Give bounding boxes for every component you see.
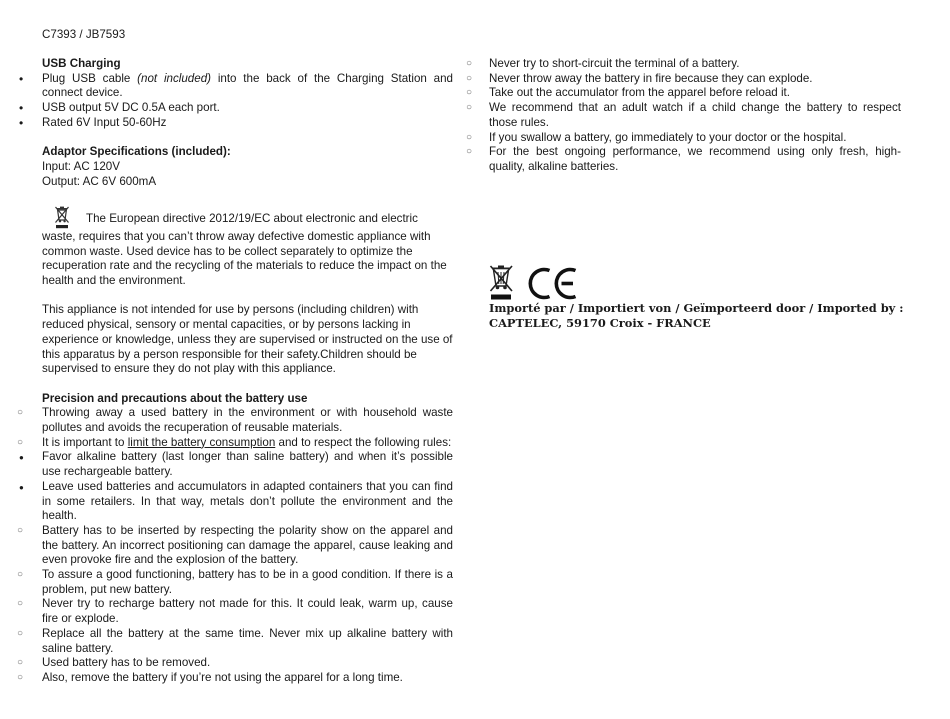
list-item: • Plug USB cable (not included) into the back of the Charging Station and connect device. bbox=[19, 71, 454, 100]
list-item: ○ Take out the accumulator from the apparel before reload it. bbox=[466, 86, 790, 100]
ce-mark-icon bbox=[530, 270, 575, 298]
weee-bin-icon bbox=[52, 204, 72, 230]
list-item: ○ If you swallow a battery, go immediately to your doctor or the hospital. bbox=[466, 130, 847, 144]
usb-charging-heading: USB Charging bbox=[42, 56, 121, 70]
usb-charging-list bbox=[19, 71, 454, 131]
list-item: ○ Never try to short-circuit the terminal of a battery. bbox=[466, 57, 740, 70]
list-item: ○ We recommend that an adult watch if a child change the battery to respect those rules. bbox=[466, 101, 901, 129]
list-item: ○ Battery has to be inserted by respecting the polarity show on the apparel and the battery. An incorrect positioning can damage the apparel, cause leaking and even provoke fire and the explosion of the battery. bbox=[17, 523, 453, 567]
appliance-warning-paragraph: This appliance is not intended for use by persons (including children) with reduced physical, sensory or mental capacities, or by persons lacking in experience or knowledge, unless they are supervised or instructed on the use of this apparatus by a person responsible for their safety.Children should be supervised to ensure they do not play with this appliance. bbox=[42, 303, 453, 376]
bullet-circle: ○ bbox=[466, 58, 473, 69]
bullet-circle: ○ bbox=[17, 671, 24, 683]
list-item: ○ Throwing away a used battery in the environment or with household waste pollutes and avoids the recuperation of reusable materials. bbox=[17, 406, 453, 434]
right-column bbox=[466, 0, 901, 175]
list-item: ○ Never try to recharge battery not made for this. It could leak, warm up, cause fire or explode. bbox=[17, 597, 453, 626]
bullet-circle: ○ bbox=[466, 87, 473, 99]
list-item: ○ It is important to limit the battery consumption and to respect the following rules: bbox=[17, 435, 452, 449]
adaptor-specs-heading: Adaptor Specifications (included): bbox=[42, 145, 231, 159]
bullet-circle: ○ bbox=[17, 407, 24, 419]
list-item: ○ Replace all the battery at the same time. Never mix up alkaline battery with saline battery. bbox=[17, 626, 453, 655]
model-number: C7393 / JB7593 bbox=[42, 27, 126, 41]
importer-line: Importé par / Importiert von / Geïmporteerd door / Imported by : bbox=[489, 301, 904, 315]
list-item: ○ Also, remove the battery if you’re not using the apparel for a long time. bbox=[17, 670, 403, 684]
bullet-circle: ○ bbox=[17, 627, 24, 639]
list-item: ● Leave used batteries and accumulators in adapted containers that you can find in some retailers. In that way, metals don’t pollute the environment and the health. bbox=[19, 479, 453, 523]
bullet-circle: ○ bbox=[466, 72, 473, 84]
bullet-dot: • bbox=[19, 101, 24, 115]
bullet-circle: ○ bbox=[466, 102, 473, 114]
bullet-circle: ○ bbox=[17, 569, 24, 581]
list-item: ○ Never throw away the battery in fire because they can explode. bbox=[466, 71, 813, 85]
weee-paragraph: The European directive 2012/19/EC about electronic and electric waste, requires that you can’t throw away defective domestic appliance with common waste. Used device has to be collect separately to optimize the recuperation rate and the recycling of the materials to reduce the impact on the health and the environment. bbox=[42, 212, 453, 289]
battery-precautions-heading: Precision and precautions about the battery use bbox=[42, 391, 308, 405]
bullet-circle: ○ bbox=[17, 598, 24, 610]
importer-address: CAPTELEC, 59170 Croix - FRANCE bbox=[489, 315, 711, 330]
bullet-dot: • bbox=[19, 71, 24, 86]
list-item: • Rated 6V Input 50-60Hz bbox=[19, 115, 167, 130]
list-item: ○ To assure a good functioning, battery has to be in a good condition. If there is a problem, put new battery. bbox=[17, 568, 453, 596]
list-item: • USB output 5V DC 0.5A each port. bbox=[19, 101, 220, 115]
bullet-circle: ○ bbox=[17, 524, 24, 536]
battery-precautions-list-continued bbox=[466, 57, 901, 175]
list-item: ○ For the best ongoing performance, we recommend using only fresh, high-quality, alkaline batteries. bbox=[466, 145, 901, 173]
bullet-circle: ○ bbox=[17, 657, 24, 669]
bullet-circle: ○ bbox=[466, 146, 473, 158]
bullet-filled: ● bbox=[19, 482, 24, 492]
battery-precautions-list bbox=[17, 406, 453, 685]
weee-bin-icon bbox=[491, 266, 513, 300]
bullet-circle: ○ bbox=[17, 436, 24, 448]
compliance-logos bbox=[489, 264, 599, 302]
list-item: ● Favor alkaline battery (last longer than saline battery) and when it’s possible use rechargeable battery. bbox=[19, 450, 453, 479]
adaptor-output: Output: AC 6V 600mA bbox=[42, 174, 157, 188]
not-included-text: (not included) bbox=[137, 71, 212, 85]
underlined-phrase: limit the battery consumption bbox=[127, 435, 276, 449]
adaptor-input: Input: AC 120V bbox=[42, 159, 120, 173]
importer-block bbox=[489, 301, 909, 330]
left-column bbox=[17, 0, 454, 686]
list-item: ○ Used battery has to be removed. bbox=[17, 656, 211, 670]
bullet-dot: • bbox=[19, 115, 24, 130]
bullet-filled: ● bbox=[19, 453, 24, 463]
bullet-circle: ○ bbox=[466, 131, 473, 143]
